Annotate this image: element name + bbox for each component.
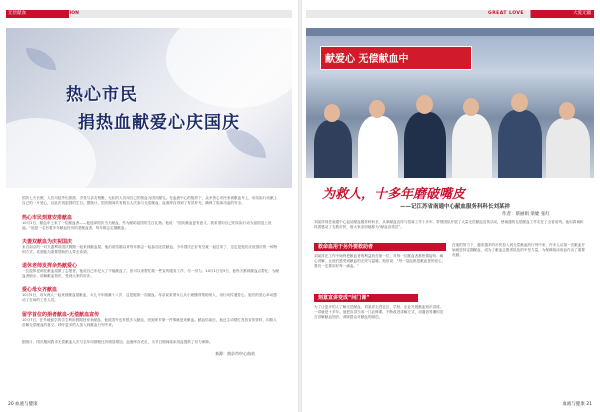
photo-banner [320,46,472,70]
article-author: 作者：蔡丽娟 梁婕 张红 [502,212,550,217]
left-header-bar [6,10,292,18]
photo-person-head [559,102,575,120]
event-photo [306,28,594,178]
photo-person [314,120,352,178]
right-paragraph-1: 刘某祥在工作中始终把献血者的利益放在第一位，对每一位献血者都热情接待、耐心讲解，让他们感受到献血的光荣与温暖。他常说：“每一袋血都是献血者的爱心，我们一定要用好每一滴血。” [314,254,446,269]
right-header-bar [306,10,594,18]
right-header-section-en: GREAT LOVE [488,11,524,16]
right-header-section-cn: 大爱无疆 [573,11,591,16]
right-paragraph-2: 为了让更多的人了解无偿献血，刘某祥走进社区、学校、企业开展献血知识讲座，一讲就是十多年。他把宣讲当成一门必修课，不断改进讲解方式，用通俗易懂的语言讲解献血知识，消除群众对献血的顾虑。 [314,305,444,320]
photo-person [498,110,542,178]
photo-person [546,118,590,178]
article-source: 来源：南京市中心血站 [215,351,255,356]
left-paragraph-2: 来自南京的一对夫妻利用国庆假期一起来到献血屋，他们说结婚以来每年都会一起参加无偿献血，今年国庆正好有空就一起过来了，这也是他们庆祝国庆的一种特别方式，希望能为需要帮助的人带去希望。 [22,245,278,255]
left-header-section-cn: 无偿献血 [8,11,26,16]
left-paragraph-1: 10月1日，献血车上来了一位献血者——他选择国庆当天献血，作为献给祖国的生日礼物。他说：“国庆献血更有意义，我希望用自己的实际行动为祖国送上祝福。”他是一名有着多年献血经历的老献血者，每年都会定期献血。 [22,221,272,231]
photo-person [452,114,492,178]
left-header-section-en: BLOOD DONATION [33,11,79,16]
left-subheading-4: 爱心母女齐献血 [22,287,58,293]
hero-banner [6,28,292,188]
left-paragraph-6: 据统计，国庆期间我市无偿献血人次与去年同期相比有明显增加，血液库存充足，为节日期间临床用血提供了有力保障。 [22,340,213,344]
right-section-heading-2: 刻意宣讲变成“问门课” [314,294,418,302]
left-subheading-3: 退休老师发挥余热献爱心 [22,263,78,269]
right-intro-paragraph: 刘某祥现任南通中心血站献血服务科科长，从事献血宣传与招募工作十多年，带领团队开展了大量无偿献血宣传活动，使南通的无偿献血工作走在了全省前列。他用真诚和执着感动了无数市民，被大家亲切地称为“献血宣传员”。 [314,220,584,230]
photo-top-edge [306,28,594,36]
left-paragraph-5: 10月7日，在外地留学的学生利用假期回家来献血，他说国外也有很多人献血，回到家乡第一件事就是来献血。献血结束后，他还主动帮忙发放宣传资料，向路人讲解无偿献血的意义，呼吁更多的人加入到献血行列中来。 [22,318,277,328]
left-intro-paragraph: 国庆七天长假，人们可趁外出旅游、享受与亲友相聚，无私的人们用自己的热血为国庆献礼。在血液中心的组织下，众多热心市民来到献血车上，用实际行动献上自己的一片爱心，以此庆祝祖国的生日。据统计，国庆期间共有数百人次参与无偿献血，血液库存得到了有效补充，确保了临床用血的安全。 [22,196,278,206]
photo-person-head [369,100,385,118]
hero-title-line2: 捐热血献爱心庆国庆 [78,113,240,133]
hero-decor-leaf [26,48,56,70]
photo-person-head [416,95,433,114]
photo-banner-text: 献爱心 无偿献血中 [325,54,409,65]
right-section-heading-1: 救命血用于另外要救助者 [314,243,446,251]
left-page-number: 20 血液与健康 [8,402,38,407]
photo-person-head [324,104,340,122]
right-paragraph-3: 在他的努力下，越来越多的市民加入到无偿献血的行列中来，许多人从第一次献血开始就坚持定期献血，成为了献血志愿者队伍的中坚力量，为保障临床用血作出了重要贡献。 [452,243,585,258]
left-subheading-5: 留学首位的捐者献血-无偿献血宣传 [22,312,100,318]
hero-title-line1: 热心市民 [66,85,138,105]
left-subheading-1: 热心市民刻意安排献血 [22,215,73,221]
photo-person [358,116,398,178]
photo-people [306,98,594,178]
left-paragraph-3: 一位退休老师在献血屋做了志愿者，他说自己年纪大了不能献血了，但可以来帮忙做一些宣传服务工作，尽一份力。10月1日至3日，他每天都到献血点帮忙，为献血者倒水、讲解献血知识，受到大家的好评。 [22,269,280,279]
article-subtitle: ——记江苏省南通中心献血服务科科长刘某祥 [400,204,511,210]
photo-person [404,112,446,178]
hero-decor-cloud [166,28,292,108]
photo-person-head [463,98,479,116]
left-subheading-2: 夫妻双献血为庆祝国庆 [22,239,73,245]
photo-person-head [511,93,528,112]
left-paragraph-4: 10月5日，母女两人一起来到献血屋献血，女儿今年刚满十八岁，这是她第一次献血。母亲说希望女儿从小就懂得帮助别人，用行动传递爱心，她们的爱心举动感动了在场的工作人员。 [22,293,277,303]
right-page-number: 血液与健康 21 [562,402,592,407]
article-title: 为救人，十多年磨破嘴皮 [322,187,466,202]
